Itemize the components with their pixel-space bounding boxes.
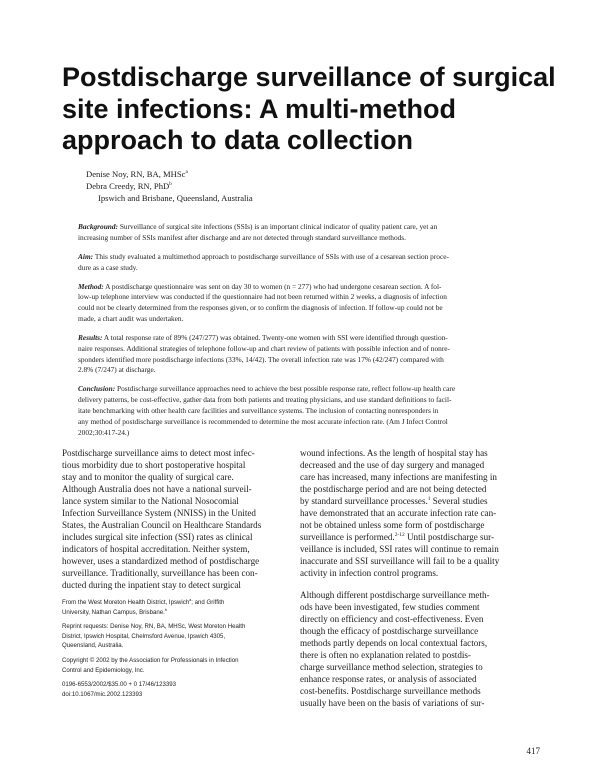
abstract [78, 222, 526, 446]
body-line: not be obtained unless some form of postdischarge [300, 520, 485, 530]
footnote-text: ; and Griffith [191, 599, 225, 606]
issn-line: 0196-6553/2002/$35.00 + 0 17/46/123393 [62, 681, 177, 689]
abstract-text: naire responses. Additional strategies of telephone follow-up and chart review of patients with possible infection and of nonre- [78, 343, 450, 353]
body-text: surveillance is performed. [300, 532, 395, 542]
abstract-text: 2.8% (7/247) at discharge. [78, 365, 156, 375]
section-label: Conclusion: [78, 384, 116, 394]
abstract-results [78, 333, 526, 376]
abstract-text: Postdischarge surveillance approaches need to achieve the best possible response rate, reflect follow-up health care [116, 384, 456, 394]
reprint-line: Queensland, Australia. [62, 642, 124, 650]
abstract-text: delivery patterns, be cost-effective, gather data from both patients and treating physicians, and use standard definitions to facil- [78, 395, 452, 405]
abstract-text: increasing number of SSIs manifest after discharge and are not detected through standard surveillance methods. [78, 232, 406, 242]
abstract-text: sponders identified more postdischarge infections (33%, 14/42). The overall infection rate was 17% (42/247) compared with [78, 354, 444, 364]
body-line: cost-benefits. Postdischarge surveillance methods [300, 686, 481, 696]
abstract-text: low-up telephone interview was conducted if the questionnaire had not been returned within 2 weeks, a diagnosis of infection [78, 292, 447, 302]
abstract-text: itate benchmarking with other health care facilities and surveillance systems. The inclusion of contacting nonresponders in [78, 405, 439, 415]
title-line: Postdischarge surveillance of surgical [62, 62, 556, 92]
body-line [300, 531, 558, 543]
body-line: ods have been investigated, few studies comment [300, 602, 480, 612]
affiliation-marker: b [169, 181, 172, 188]
section-label: Method: [78, 281, 104, 291]
body-line: includes surgical site infection (SSI) rates as clinical [62, 532, 253, 542]
body-text: by standard surveillance processes. [300, 496, 428, 506]
affiliation-line [62, 608, 302, 618]
body-line: tious morbidity due to short postoperative hospital [62, 460, 246, 470]
title-line: approach to data collection [62, 125, 414, 155]
abstract-method [78, 282, 526, 325]
body-text: Until postdischarge sur- [404, 532, 495, 542]
body-line: have demonstrated that an accurate infection rate can- [300, 508, 497, 518]
body-line: enhance response rates, or analysis of associated [300, 674, 477, 684]
copyright-line: Control and Epidemiology, Inc. [62, 666, 145, 674]
abstract-conclusion [78, 384, 526, 438]
section-label: Results: [78, 332, 103, 342]
footnote-text: University, Nathan Campus, Brisbane. [62, 608, 165, 616]
abstract-text: A postdischarge questionnaire was sent on day 30 to women (n = 277) who had undergone cesarean section. A fol- [105, 281, 442, 291]
body-line: usually have been on the basis of variations of sur- [300, 698, 485, 708]
body-line: wound infections. As the length of hospital stay has [300, 448, 488, 458]
body-line: ducted during the inpatient stay to detect surgical [62, 580, 241, 590]
author-name: Denise Noy, RN, BA, MHSc [86, 169, 186, 179]
author-block [86, 168, 486, 205]
author-location: Ipswich and Brisbane, Queensland, Australia [98, 193, 253, 204]
abstract-text: dure as a case study. [78, 262, 138, 272]
body-line: stay and to monitor the quality of surgical care. [62, 472, 234, 482]
reprint-line: Reprint requests: Denise Noy, RN, BA, MHSc, West Moreton Health [62, 623, 246, 631]
affiliation-line [62, 598, 302, 608]
author-line [86, 168, 486, 180]
body-line: surveillance. Traditionally, surveillance has been con- [62, 568, 258, 578]
abstract-text: This study evaluated a multimethod approach to postdischarge surveillance of SSIs with use of a cesarean section proce- [94, 251, 449, 261]
article-title [62, 62, 556, 157]
footnote-text: From the West Moreton Health District, Ipswich [62, 599, 190, 606]
body-line: inaccurate and SSI surveillance will fail to be a quality [300, 556, 500, 566]
body-line: Postdischarge surveillance aims to detect most infec- [62, 448, 255, 458]
affiliation-marker: b [164, 607, 167, 612]
title-line: site infections: A multi-method [62, 93, 457, 124]
body-line: States, the Australian Council on Healthcare Standards [62, 520, 262, 530]
body-line: however, uses a standardized method of postdischarge [62, 556, 260, 566]
abstract-aim [78, 252, 526, 274]
abstract-background [78, 222, 526, 244]
body-line: Although different postdischarge surveillance meth- [300, 590, 490, 600]
section-label: Aim: [78, 251, 94, 261]
citation-ref: 2-12 [394, 531, 405, 538]
body-line: indicators of hospital accreditation. Neither system, [62, 544, 250, 554]
body-line: Although Australia does not have a national surveil- [62, 484, 252, 494]
affiliation-marker: a [185, 169, 188, 176]
abstract-text: could not be clearly determined from the responses given, or to confirm the diagnosis of infection. If follow-up could not be [78, 303, 443, 313]
body-text: Several studies [430, 496, 488, 506]
paragraph-gap [300, 579, 558, 589]
page-number: 417 [526, 746, 540, 756]
body-line: decreased and the use of day surgery and managed [300, 460, 485, 470]
body-line: there is often no explanation related to postdis- [300, 650, 471, 660]
affiliation-marker: a [189, 597, 192, 602]
body-line: though the efficacy of postdischarge surveillance [300, 626, 479, 636]
section-label: Background: [78, 222, 118, 231]
body-line: Infection Surveillance System (NNISS) in the United [62, 508, 256, 518]
copyright-line: Copyright © 2002 by the Association for Professionals in Infection [62, 656, 239, 664]
body-column-right [300, 447, 558, 709]
body-line: methods partly depends on local contextual factors, [300, 638, 488, 648]
abstract-text: made, a chart audit was undertaken. [78, 313, 184, 323]
body-line: the postdischarge period and are not being detected [300, 484, 487, 494]
body-line: activity in infection control programs. [300, 568, 439, 578]
body-line: care has increased, many infections are manifesting in [300, 472, 497, 482]
citation-ref: 1 [427, 495, 431, 502]
author-line [86, 180, 486, 192]
body-line: lance system similar to the National Nosocomial [62, 496, 239, 506]
body-line: directly on efficiency and cost-effectiveness. Even [300, 614, 484, 624]
body-column-left [62, 447, 320, 591]
article-footnotes [62, 598, 302, 699]
body-line: charge surveillance method selection, strategies to [300, 662, 483, 672]
abstract-text: 2002;30:417-24.) [78, 427, 130, 437]
doi-line: doi:10.1067/mic.2002.123393 [62, 690, 143, 698]
abstract-text: any method of postdischarge surveillance is recommended to determine the most accurate infection rate. (Am J Infect Control [78, 416, 448, 426]
reprint-line: District, Ipswich Hospital, Chelmsford Avenue, Ipswich 4305, [62, 632, 226, 640]
author-name: Debra Creedy, RN, PhD [86, 181, 170, 192]
body-line [300, 495, 558, 507]
abstract-text: Surveillance of surgical site infections (SSIs) is an important clinical indicator of quality patient care, yet an [119, 222, 438, 231]
abstract-text: A total response rate of 89% (247/277) was obtained. Twenty-one women with SSI were identified through question- [103, 332, 448, 342]
body-line: veillance is included, SSI rates will continue to remain [300, 544, 499, 554]
